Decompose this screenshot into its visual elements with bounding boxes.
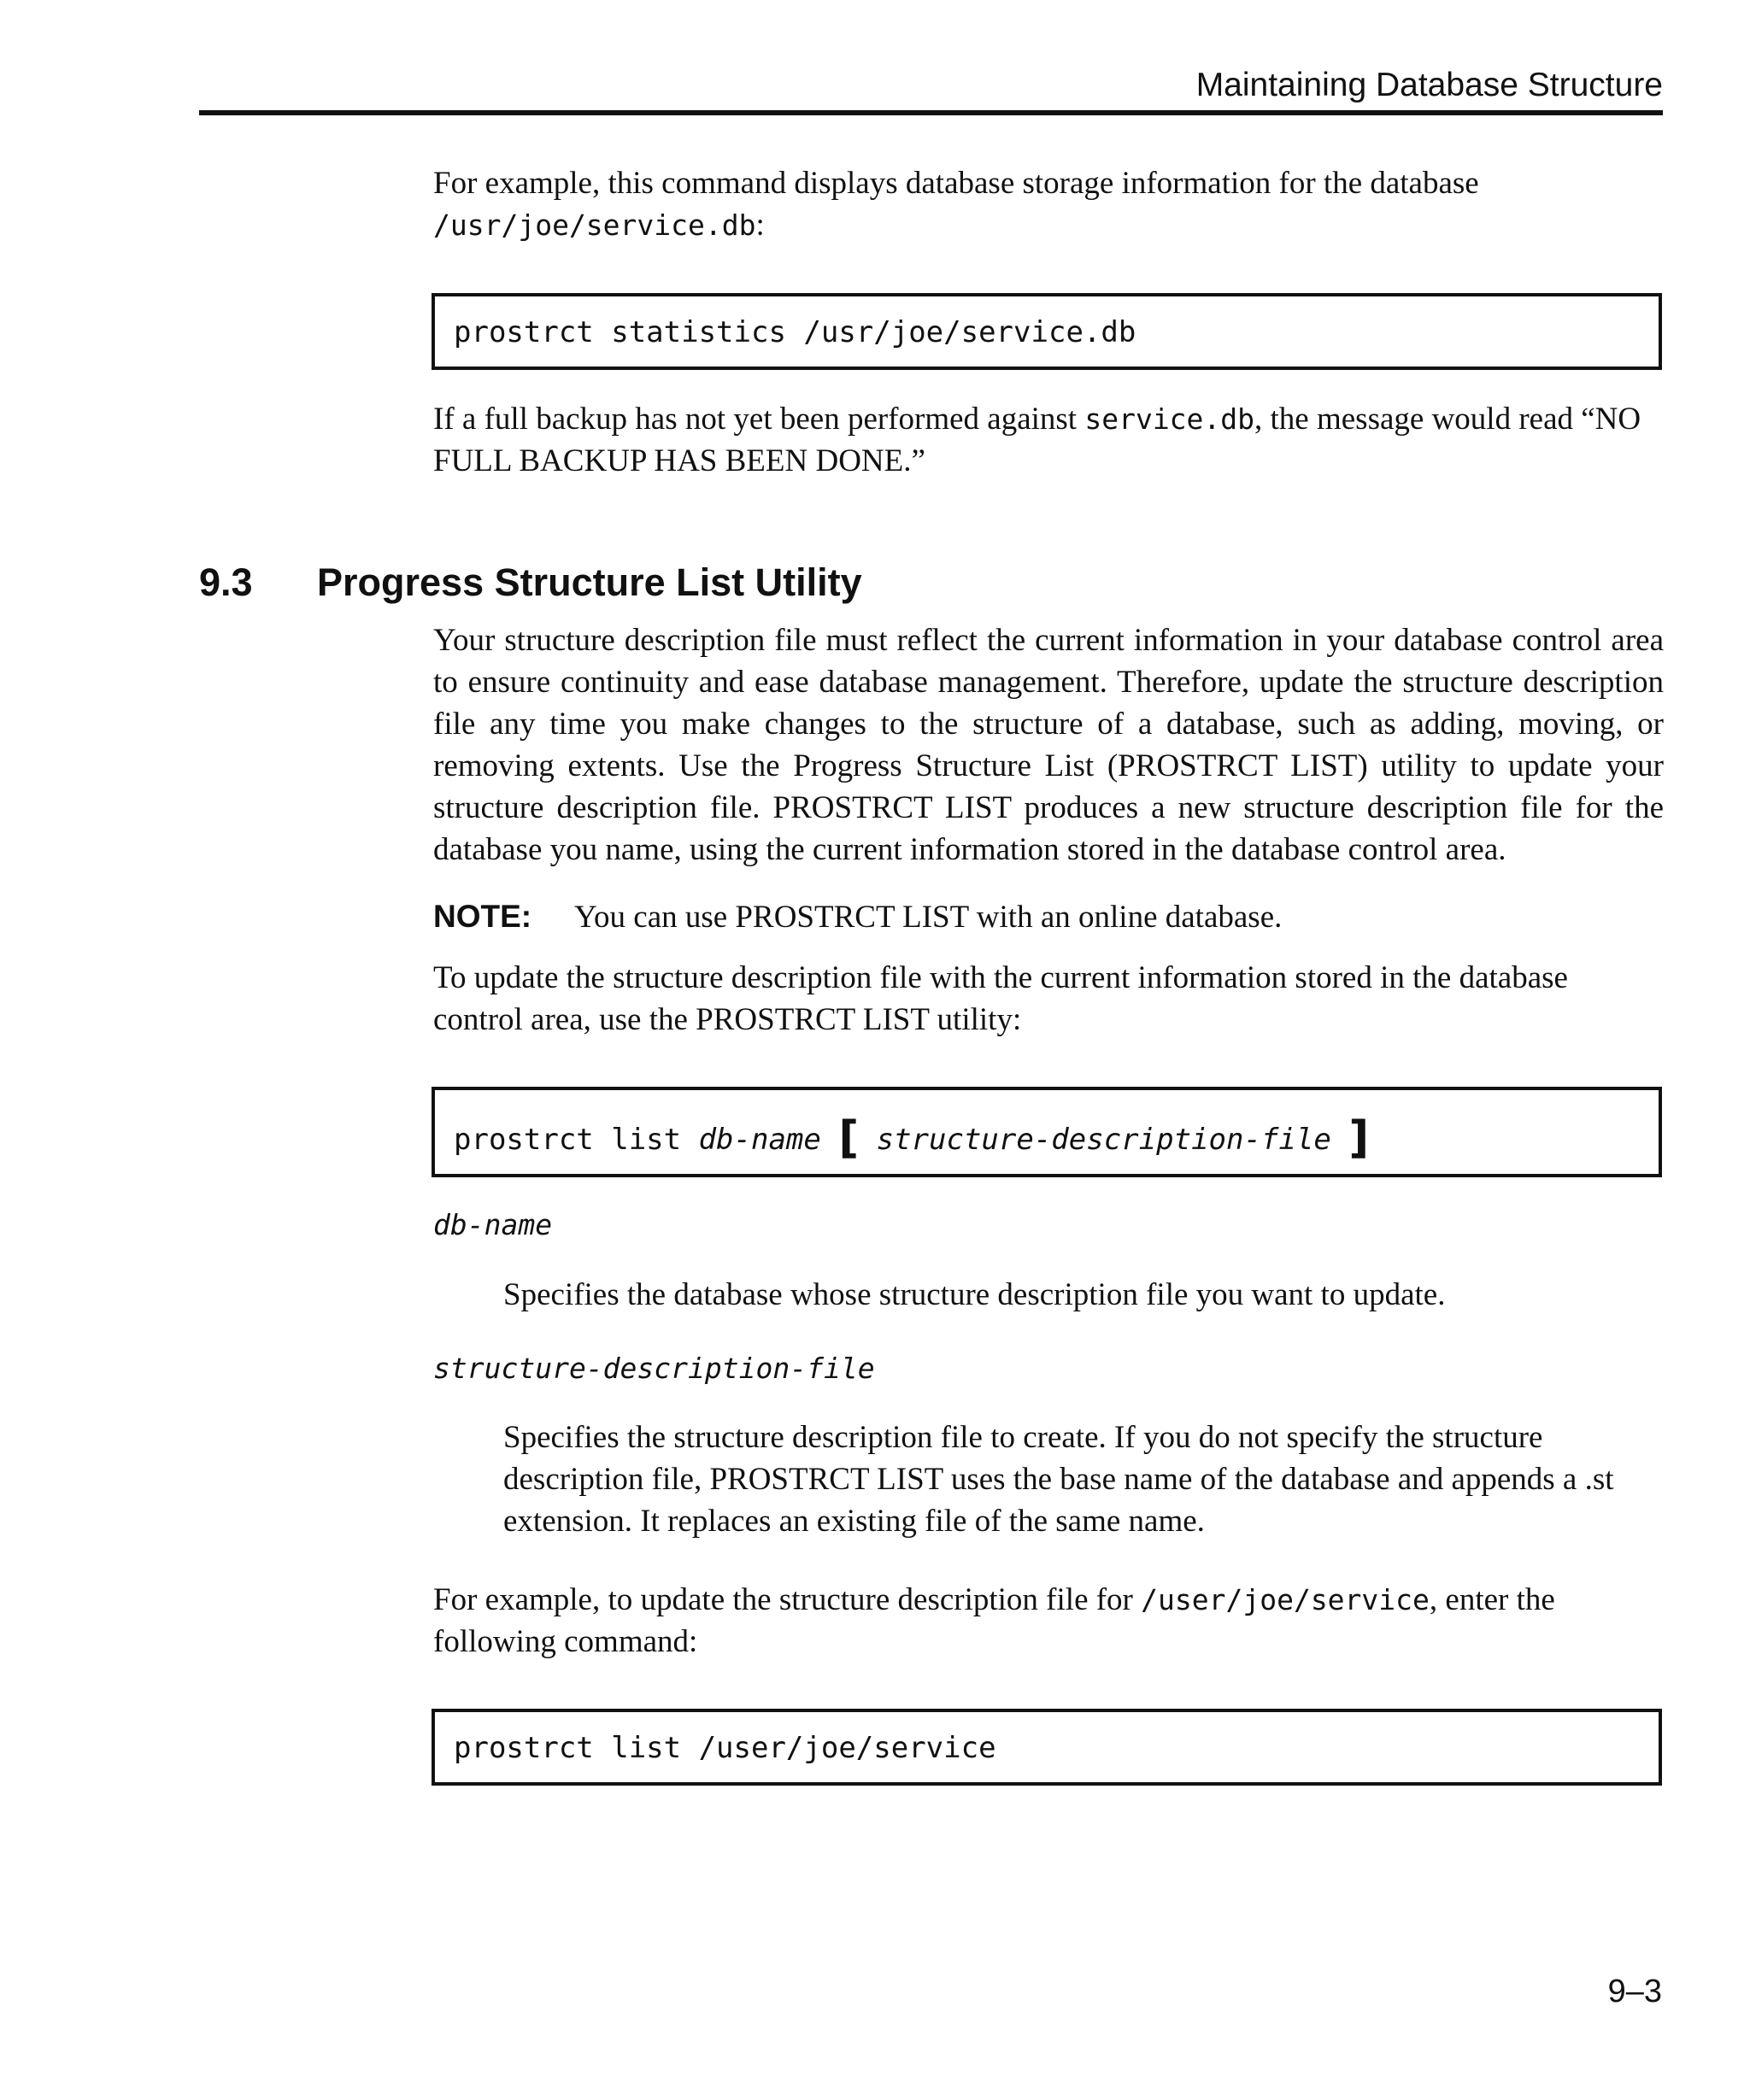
update-intro-paragraph: To update the structure description file with the current information stored in the database control area, use the PROSTRCT LIST utility:: [433, 960, 1568, 1037]
code-block-statistics: [432, 293, 1662, 370]
section-title: Progress Structure List Utility: [317, 560, 862, 604]
intro-db-path: /usr/joe/service.db: [433, 208, 756, 242]
param-desc-structure-file: Specifies the structure description file to create. If you do not specify the structure description file, PROSTRCT LIST uses the base name of the database and appends a .st extension. It replaces an existing file of the same name.: [503, 1420, 1614, 1539]
open-bracket: [: [838, 1112, 860, 1164]
syntax-arg-db-name: db-name: [698, 1123, 821, 1157]
code-line: prostrct list /user/joe/service: [454, 1731, 996, 1765]
intro-text: For example, this command displays database storage information for the database: [433, 166, 1479, 201]
syntax-command: prostrct list: [454, 1123, 699, 1157]
backup-paragraph: [433, 398, 1664, 482]
note-text: You can use PROSTRCT LIST with an online database.: [574, 900, 1283, 935]
code-line: prostrct statistics /usr/joe/service.db: [454, 315, 1136, 349]
backup-db-code: service.db: [1084, 402, 1255, 436]
intro-paragraph: [433, 162, 1664, 246]
example-text-before: For example, to update the structure description file for: [433, 1582, 1142, 1617]
note-label: NOTE:: [433, 899, 532, 934]
backup-text-after: , the message would read “NO FULL BACKUP HAS BEEN DONE.”: [433, 402, 1641, 478]
example-paragraph: [433, 1579, 1664, 1663]
section-number: 9.3: [199, 560, 253, 604]
backup-text-before: If a full backup has not yet been performed against: [433, 402, 1085, 437]
code-block-list: [432, 1709, 1662, 1786]
param-term-db-name: db-name: [433, 1208, 553, 1241]
syntax-arg-structure-file: structure-description-file: [876, 1123, 1331, 1157]
section-heading: [199, 559, 862, 607]
syntax-block: [432, 1087, 1662, 1177]
header-rule: [199, 110, 1663, 115]
syntax-line: [454, 1112, 1369, 1164]
running-header: Maintaining Database Structure: [1195, 67, 1663, 103]
page-number: 9–3: [1607, 1974, 1662, 2009]
example-text-after: , enter the following command:: [433, 1582, 1555, 1659]
intro-colon: :: [755, 208, 765, 243]
close-bracket: ]: [1348, 1112, 1370, 1164]
note: [433, 895, 1282, 938]
example-path: /user/joe/service: [1141, 1583, 1430, 1616]
param-term-structure-file: structure-description-file: [433, 1352, 875, 1385]
section-body-paragraph: Your structure description file must reflect the current information in your database control area to ensure continuity and ease database management. Therefore, update the structure description file any time you make changes to the structure of a database, such as adding, moving, or removing extents. Use the Progress Structure List (PROSTRCT LIST) utility to update your structure description file. PROSTRCT LIST produces a new structure description file for the database you name, using the current information stored in the database control area.: [433, 623, 1664, 867]
param-desc-db-name: Specifies the database whose structure description file you want to update.: [503, 1277, 1446, 1312]
